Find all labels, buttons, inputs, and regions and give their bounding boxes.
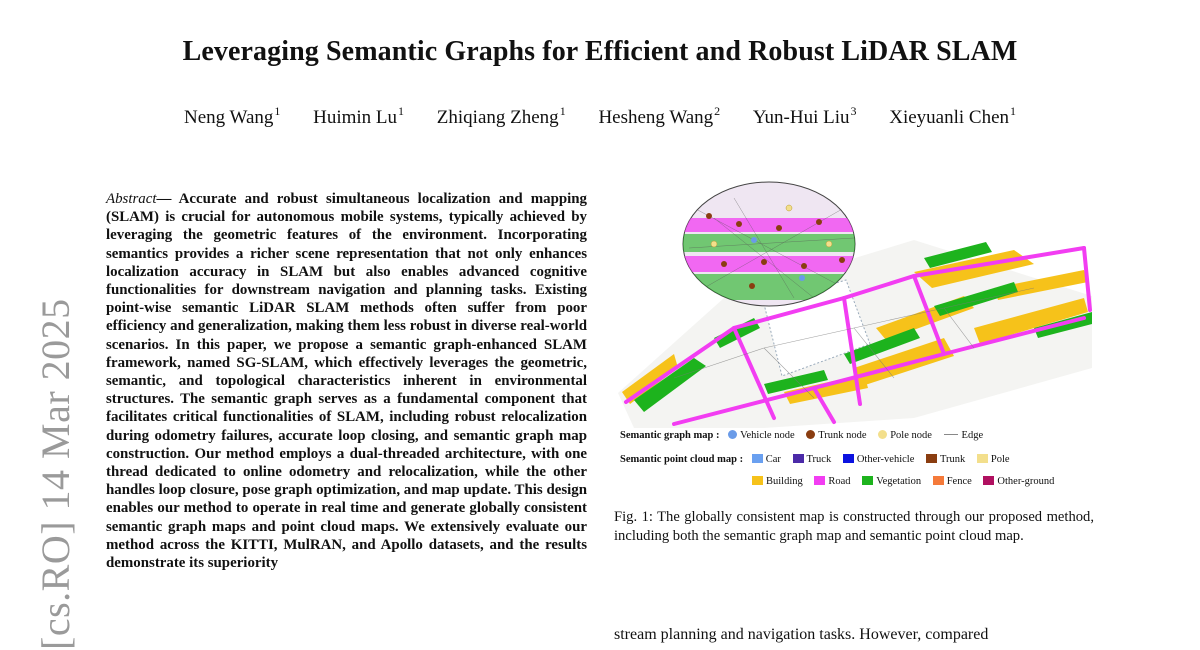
legend-cloud-row-2 [752,476,1063,487]
legend-item [944,430,984,441]
author [598,104,720,129]
author-name: Zhiqiang Zheng [436,107,559,128]
author-name: Huimin Lu [313,107,398,128]
fence-swatch-icon [933,476,944,485]
arxiv-watermark [26,300,76,648]
legend-item [933,476,972,487]
legend-label: Other-ground [997,476,1055,487]
legend-item [862,476,921,487]
body-text-fragment: stream planning and navigation tasks. However, compared [614,626,989,643]
legend-label: Road [828,476,851,487]
abstract-body: — Accurate and robust simultaneous localization and mapping (SLAM) is crucial for autonomous mobile systems, typically achieved by leveraging the geometric features of the environment. Incorporating semantics provides a richer scene representation that not only enhances localization accuracy in SLAM but also enables advanced cognitive functionalities for downstream navigation and planning tasks. Existing point-wise semantic LiDAR SLAM methods often suffer from poor efficiency and generalization, making them less robust in diverse real-world scenarios. In this paper, we propose a semantic graph-enhanced SLAM framework, named SG-SLAM, which effectively leverages the geometric, semantic, and topological characteristics inherent in environmental structures. The semantic graph serves as a fundamental component that facilitates critical functionalities of SLAM, including robust relocalization during odometry failures, accurate loop closing, and semantic graph map construction. Our method employs a dual-threaded architecture, with one thread dedicated to online odometry and relocalization, while the other handles loop closure, pose graph optimization, and map update. This design enables our method to operate in real time and generate globally consistent semantic graph maps and point cloud maps. We extensively evaluate our method across the KITTI, MulRAN, and Apollo datasets, and the results demonstrate its superiority [106,191,587,572]
legend-label: Fence [946,476,972,487]
semantic-map-figure [614,178,1094,498]
legend-label: Truck [806,454,832,465]
author-name: Neng Wang [183,107,274,128]
author [889,104,1016,129]
trunk-swatch-icon [926,454,937,463]
author-affiliation: 2 [714,104,721,118]
author [437,104,566,129]
legend-label: Vehicle node [740,430,795,441]
legend-label: Building [766,476,803,487]
legend-item [878,430,932,441]
author-affiliation: 1 [1010,104,1017,118]
trunk-node-icon [806,430,815,439]
author-name: Hesheng Wang [598,107,714,128]
legend-label: Car [765,454,781,465]
road-swatch-icon [814,476,825,485]
legend-label: Vegetation [876,476,922,487]
legend-item [752,476,803,487]
author-name: Yun-Hui Liu [752,107,850,128]
figure-caption: Fig. 1: The globally consistent map is constructed through our proposed method, including both the semantic graph map and semantic point cloud map. [614,509,1094,544]
legend-item [814,476,850,487]
legend-item [926,454,965,465]
legend-item [728,430,795,441]
legend-item [977,454,1010,465]
author-affiliation: 1 [274,104,281,118]
vegetation-swatch-icon [862,476,873,485]
legend-item [806,430,866,441]
author [753,104,857,129]
legend-item [843,454,915,465]
legend-label: Pole node [890,430,932,441]
legend-label: Pole [990,454,1010,465]
legend-graph-row [620,430,992,441]
legend-label: Trunk [939,454,966,465]
arxiv-stamp: [cs.RO] 14 Mar 2025 [33,298,78,650]
legend-cloud-row [620,454,1019,465]
abstract [106,190,587,572]
building-swatch-icon [752,476,763,485]
legend-item [752,454,781,465]
legend-label: Other-vehicle [856,454,915,465]
legend-graph-title: Semantic graph map : [620,430,720,441]
truck-swatch-icon [793,454,804,463]
other-ground-swatch-icon [983,476,994,485]
author-affiliation: 3 [850,104,857,118]
pole-node-icon [878,430,887,439]
author-affiliation: 1 [398,104,405,118]
legend-label: Trunk node [818,430,867,441]
abstract-lead: Abstract [106,191,157,207]
other-vehicle-swatch-icon [843,454,854,463]
author-name: Xieyuanli Chen [889,107,1010,128]
vehicle-node-icon [728,430,737,439]
pole-swatch-icon [977,454,988,463]
legend-label: Edge [961,430,984,441]
author [184,104,280,129]
author-affiliation: 1 [559,104,566,118]
legend-item [793,454,832,465]
car-swatch-icon [752,454,763,463]
paper-title: Leveraging Semantic Graphs for Efficient and Robust LiDAR SLAM [182,36,1018,67]
legend-cloud-title: Semantic point cloud map : [620,454,744,465]
author-list [0,104,1200,129]
author [313,104,404,129]
legend-item [983,476,1054,487]
edge-line-icon [944,434,958,435]
